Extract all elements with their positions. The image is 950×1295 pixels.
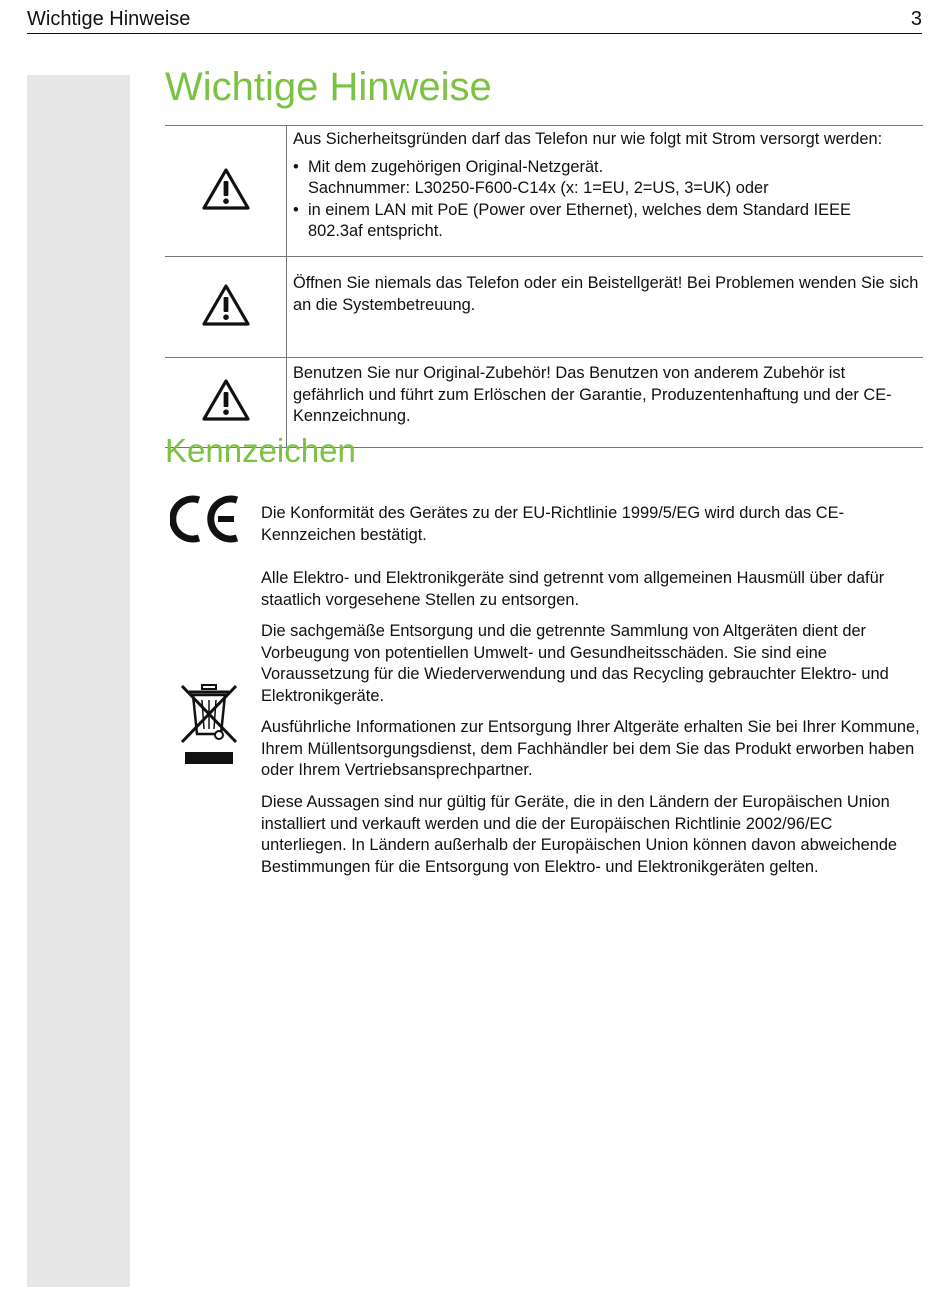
warning-triangle-icon [201,283,251,327]
page-number: 3 [910,8,922,30]
bullet: • [293,200,299,219]
safety-note-text: Öffnen Sie niemals das Telefon oder ein Beistellgerät! Bei Problemen wenden Sie sich an die Systembetreuung. [293,274,919,314]
disposal-paragraph: Die sachgemäße Entsorgung und die getrennte Sammlung von Altgeräten dient der Vorbeugung von potentiellen Umwelt- und Gesundheitsschäden. Sie sind eine Voraussetzung für die Wiederverwendung und das Recycling gebrauchter Elektro- und Elektronikgeräte. [261,622,889,705]
ce-mark-text: Die Konformität des Gerätes zu der EU-Richtlinie 1999/5/EG wird durch das CE-Kennzeichen bestätigt. [261,504,845,544]
safety-note-text: Benutzen Sie nur Original-Zubehör! Das Benutzen von anderem Zubehör ist gefährlich und führt zum Erlöschen der Garantie, Produzentenhaftung und der CE-Kennzeichnung. [293,364,892,425]
section-title-important-notes: Wichtige Hinweise [165,65,492,109]
ce-mark-icon [170,493,242,545]
disposal-paragraph: Alle Elektro- und Elektronikgeräte sind getrennt vom allgemeinen Hausmüll über dafür staatlich vorgesehene Stellen zu entsorgen. [261,569,885,609]
warning-triangle-icon [201,167,251,211]
disposal-paragraph: Diese Aussagen sind nur gültig für Geräte, die in den Ländern der Europäischen Union installiert und verkauft werden und die der Europäischen Richtlinie 2002/96/EC unterliegen. In Ländern außerhalb der Europäischen Union können davon abweichende Bestimmungen für die Entsorgung von Elektro- und Elektronikgeräten gelten. [261,793,898,876]
power-supply-list [293,157,919,243]
running-header [27,6,922,34]
safety-note-row [165,257,923,358]
list-item: • Mit dem zugehörigen Original-Netzgerät. Sachnummer: L30250-F600-C14x (x: 1=EU, 2=US, 3=UK) oder [293,157,769,197]
running-header-title: Wichtige Hinweise [27,8,191,30]
side-margin-bar [27,75,130,1287]
list-item: • in einem LAN mit PoE (Power over Ethernet), welches dem Standard IEEE 802.3af entspricht. [293,200,851,240]
warning-triangle-icon [201,378,251,422]
disposal-paragraph: Ausführliche Informationen zur Entsorgung Ihrer Altgeräte erhalten Sie bei Ihrer Kommune, Ihrem Müllentsorgungsdienst, dem Fachhändler bei dem Sie das Produkt erworben haben oder Ihrem Vertriebsansprechpartner. [261,718,920,779]
safety-note-intro: Aus Sicherheitsgründen darf das Telefon nur wie folgt mit Strom versorgt werden: [293,130,883,148]
crossed-out-wheelie-bin-icon [179,682,239,766]
safety-notes-table [165,125,923,448]
bullet: • [293,157,299,176]
safety-note-row [165,126,923,257]
section-title-marks: Kennzeichen [165,432,356,469]
